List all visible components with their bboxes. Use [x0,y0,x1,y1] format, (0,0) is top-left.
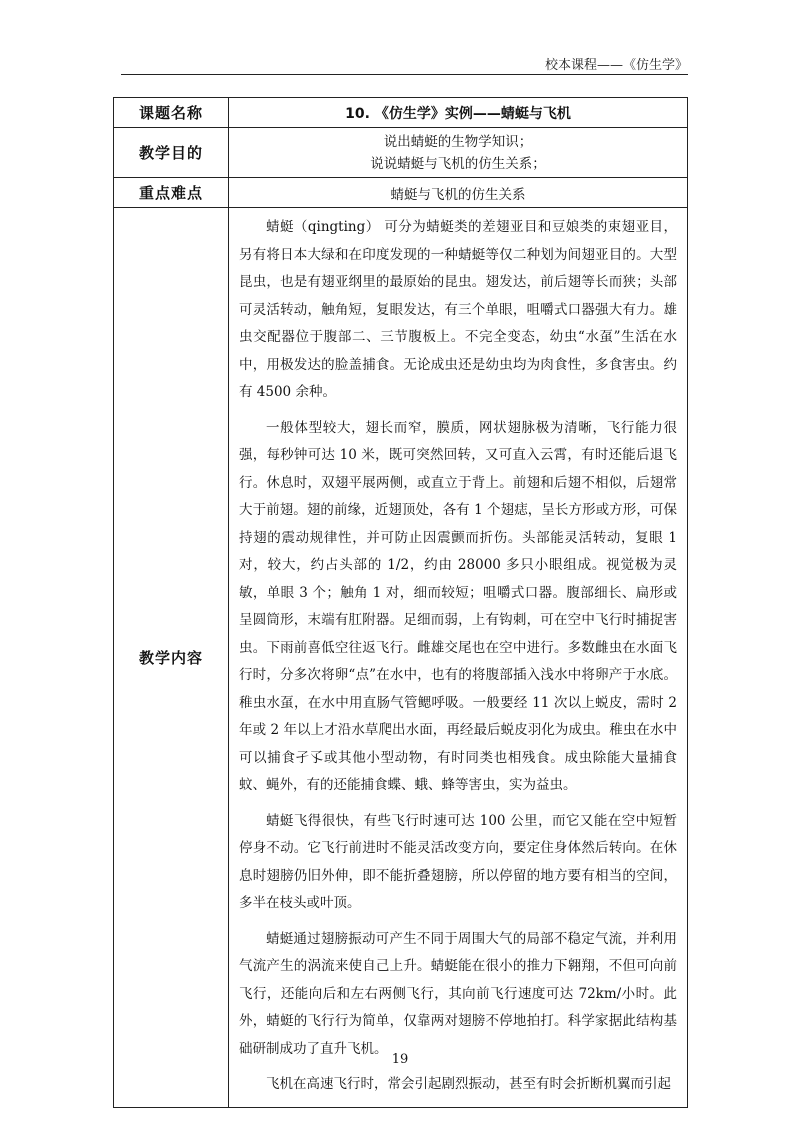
objectives-label: 教学目的 [114,128,229,178]
content-paragraph: 一般体型较大，翅长而窄，膜质，网状翅脉极为清晰，飞行能力很强，每秒钟可达 10 米，既可突然回转，又可直入云霄，有时还能后退飞行。休息时，双翅平展两侧，或直立于背上。前翅和后翅不相似，后翅常大于前翅。翅的前缘，近翅顶处，各有 1 个翅痣，呈长方形或方形，可保持翅的震动规律性，并可防止因震颤而折伤。头部能灵活转动，复眼 1 对，较大，约占头部的 1/2，约由 28000 多只小眼组成。视觉极为灵敏，单眼 3 个；触角 1 对，细而较短；咀嚼式口器。腹部细长、扁形或呈圆筒形，末端有肛附器。足细而弱，上有钩刺，可在空中飞行时捕捉害虫。下雨前喜低空往返飞行。雌雄交尾也在空中进行。多数雌虫在水面飞行时，分多次将卵“点”在水中，也有的将腹部插入浅水中将卵产于水底。稚虫水虿，在水中用直肠气管鳃呼吸。一般要经 11 次以上蜕皮，需时 2 年或 2 年以上才沿水草爬出水面，再经最后蜕皮羽化为成虫。稚虫在水中可以捕食孑孓或其他小型动物，有时同类也相残食。成虫除能大量捕食蚊、蝇外，有的还能捕食蝶、蛾、蜂等害虫，实为益虫。 [239,419,677,793]
content-paragraph: 蜻蜓（qingting） 可分为蜻蜓类的差翅亚目和豆娘类的束翅亚目，另有将日本大绿和在印度发现的一种蜻蜓等仅二种划为间翅亚目的。大型昆虫，也是有翅亚纲里的最原始的昆虫。翅发达，前后翅等长而狭；头部可灵活转动，触角短，复眼发达，有三个单眼，咀嚼式口器强大有力。雄虫交配器位于腹部二、三节腹板上。不完全变态，幼虫“水虿”生活在水中，用极发达的脸盖捕食。无论成虫还是幼虫均为肉食性，多食害虫。约有 4500 余种。 [239,219,677,400]
objective-line: 说出蜻蜓的生物学知识； [383,133,533,150]
content-body [229,208,688,1108]
table-row-topic [114,98,688,128]
header-rule [121,74,688,75]
content-paragraph: 飞机在高速飞行时，常会引起剧烈振动，甚至有时会折断机翼而引起 [266,1076,671,1092]
page-header: 校本课程——《仿生学》 [544,58,688,73]
key-points-value: 蜻蜓与飞机的仿生关系 [229,178,688,208]
topic-value: 10. 《仿生学》实例——蜻蜓与飞机 [229,98,688,128]
table-row-content [114,208,688,1108]
lesson-plan-table [113,97,688,1108]
content-label: 教学内容 [114,208,229,1108]
table-row-objectives [114,128,688,178]
table-row-key-points [114,178,688,208]
objective-line: 说说蜻蜓与飞机的仿生关系； [370,155,546,172]
topic-label: 课题名称 [114,98,229,128]
content-paragraph: 蜻蜓飞得很快，有些飞行时速可达 100 公里，而它又能在空中短暂停身不动。它飞行前进时不能灵活改变方向，要定住身体然后转向。在休息时翅膀仍旧外伸，即不能折叠翅膀，所以停留的地方要有相当的空间，多半在枝头或叶顶。 [239,812,677,911]
objectives-value [229,128,688,178]
page-number: 19 [391,1052,409,1067]
content-paragraph: 蜻蜓通过翅膀振动可产生不同于周围大气的局部不稳定气流，并利用气流产生的涡流来使自己上升。蜻蜓能在很小的推力下翱翔，不但可向前飞行，还能向后和左右两侧飞行，其向前飞行速度可达 72km/小时。此外，蜻蜓的飞行行为简单，仅靠两对翅膀不停地拍打。科学家据此结构基础研制成功了直升飞机。 [239,930,677,1057]
key-points-label: 重点难点 [114,178,229,208]
